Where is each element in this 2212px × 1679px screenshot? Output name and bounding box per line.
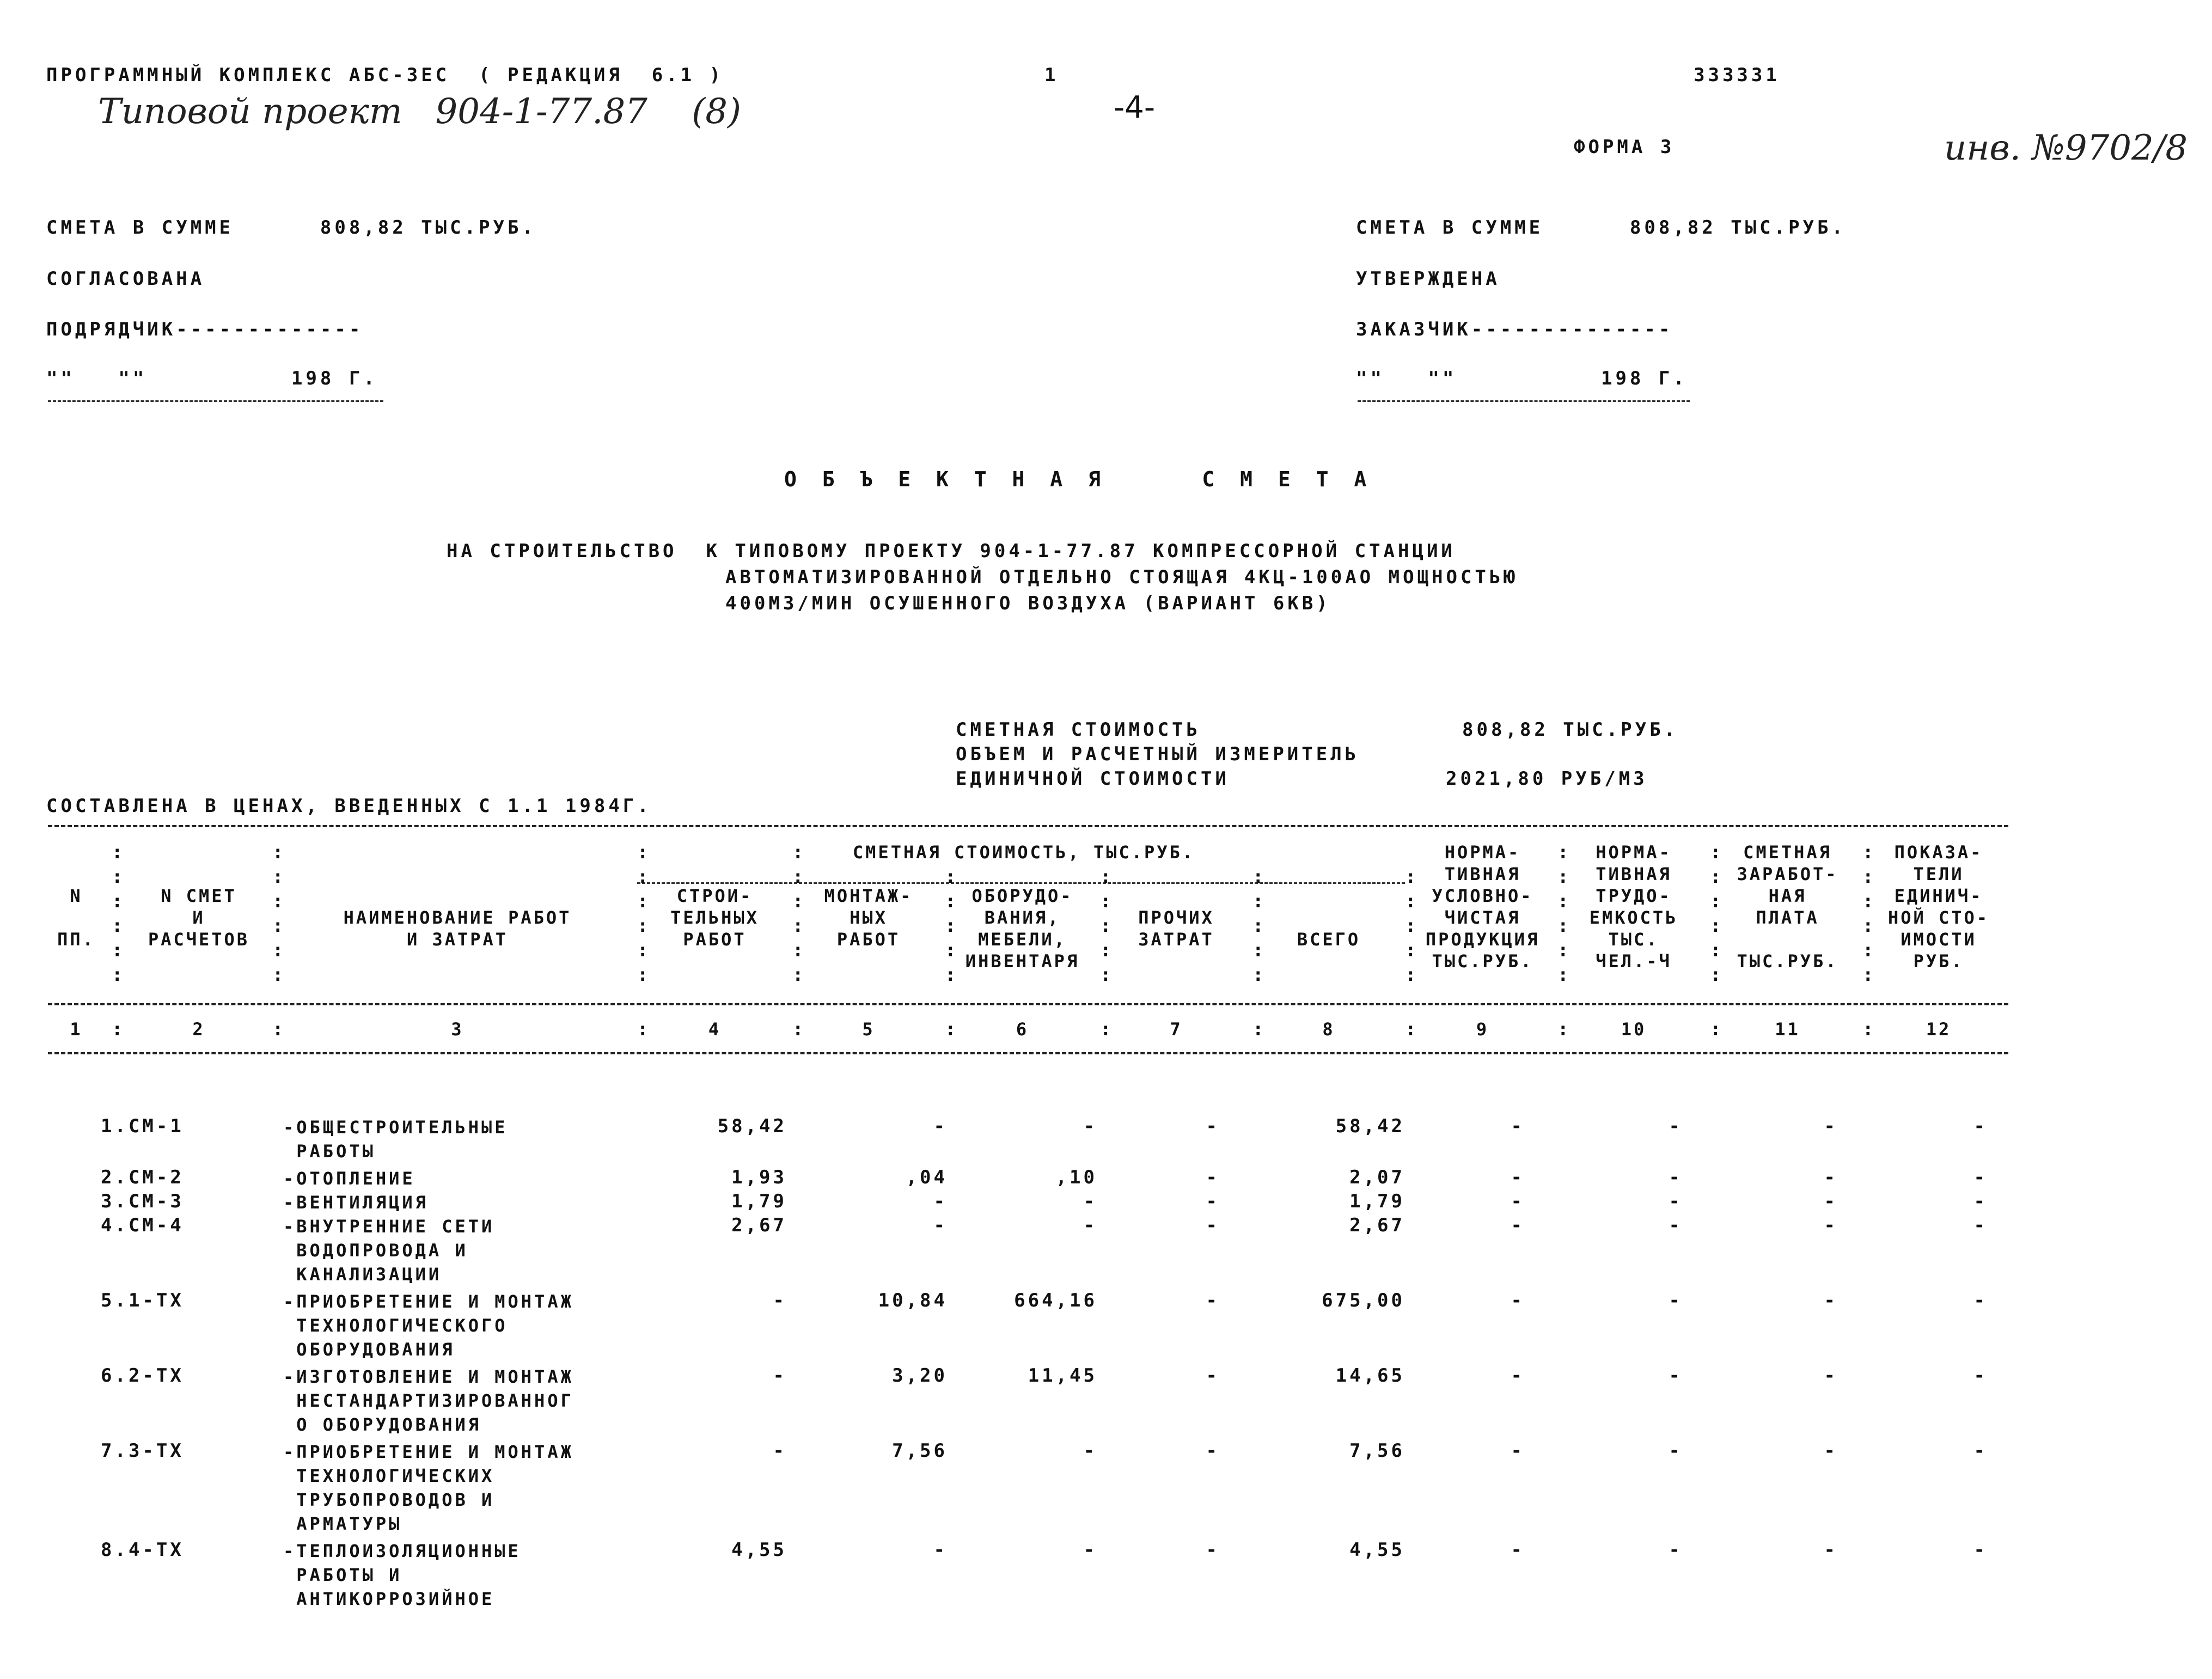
- column-separator: :: [112, 964, 123, 986]
- row-name: -ВНУТРЕННИЕ СЕТИ ВОДОПРОВОДА И КАНАЛИЗАЦИИ: [283, 1216, 495, 1285]
- header-bottom-border: [48, 1003, 2008, 1005]
- col-number-1: 1: [70, 1019, 83, 1040]
- column-separator: :: [1405, 915, 1416, 937]
- column-separator: :: [1557, 841, 1569, 863]
- column-separator: :: [637, 866, 649, 888]
- row-value-c7: -: [1206, 1365, 1220, 1387]
- col-number-8: 8: [1322, 1019, 1335, 1040]
- row-code: 7.3-ТХ: [101, 1440, 184, 1462]
- col-number-3: 3: [451, 1019, 464, 1040]
- row-value-c11: -: [1824, 1290, 1838, 1311]
- column-separator: :: [1862, 964, 1874, 986]
- row-code: 2.СМ-2: [101, 1167, 184, 1188]
- group-header: СМЕТНАЯ СТОИМОСТЬ, ТЫС.РУБ.: [852, 842, 1195, 863]
- row-value-c8: 14,65: [1335, 1365, 1405, 1387]
- row-value-c12: -: [1973, 1214, 1988, 1236]
- row-value-c11: -: [1824, 1539, 1838, 1561]
- row-value-c4: 2,67: [731, 1214, 787, 1236]
- col-header-12: ПОКАЗА- ТЕЛИ ЕДИНИЧ- НОЙ СТО- ИМОСТИ РУБ.: [1887, 842, 1990, 972]
- row-code: 6.2-ТХ: [101, 1365, 184, 1387]
- column-separator: :: [1405, 1018, 1416, 1040]
- column-separator: :: [1710, 890, 1721, 912]
- row-value-c7: -: [1206, 1440, 1220, 1462]
- row-value-c12: -: [1973, 1440, 1988, 1462]
- row-value-c6: -: [1083, 1115, 1097, 1137]
- row-value-c5: -: [933, 1539, 948, 1561]
- row-value-c9: -: [1511, 1365, 1525, 1387]
- column-separator: :: [945, 866, 956, 888]
- row-value-c6: -: [1083, 1214, 1097, 1236]
- col-number-5: 5: [862, 1019, 875, 1040]
- column-separator: :: [1710, 915, 1721, 937]
- row-value-c11: -: [1824, 1115, 1838, 1137]
- row-value-c8: 4,55: [1349, 1539, 1405, 1561]
- row-value-c11: -: [1824, 1365, 1838, 1387]
- column-separator: :: [112, 841, 123, 863]
- column-separator: :: [1710, 841, 1721, 863]
- row-value-c4: 1,93: [731, 1167, 787, 1188]
- page-number: 1: [1044, 64, 1059, 86]
- column-separator: :: [1862, 915, 1874, 937]
- column-separator: :: [792, 915, 804, 937]
- column-separator: :: [637, 939, 649, 961]
- row-value-c8: 58,42: [1335, 1115, 1405, 1137]
- column-separator: :: [792, 964, 804, 986]
- row-value-c6: -: [1083, 1440, 1097, 1462]
- row-value-c10: -: [1669, 1214, 1683, 1236]
- column-separator: :: [792, 866, 804, 888]
- row-name: -ТЕПЛОИЗОЛЯЦИОННЫЕ РАБОТЫ И АНТИКОРРОЗИЙНОЕ: [283, 1541, 521, 1609]
- unit-cost-label: ЕДИНИЧНОЙ СТОИМОСТИ: [956, 768, 1230, 790]
- row-value-c7: -: [1206, 1214, 1220, 1236]
- handwritten-project-number: Типовой проект 904-1-77.87 (8): [98, 91, 741, 132]
- column-separator: :: [1557, 866, 1569, 888]
- col-header-6: ОБОРУДО- ВАНИЯ, МЕБЕЛИ, ИНВЕНТАРЯ: [965, 886, 1080, 972]
- subtitle-line-1: НА СТРОИТЕЛЬСТВО К ТИПОВОМУ ПРОЕКТУ 904-1-77.87 КОМПРЕССОРНОЙ СТАНЦИИ: [447, 540, 1456, 562]
- column-separator: :: [112, 915, 123, 937]
- column-separator: :: [112, 866, 123, 888]
- row-value-c9: -: [1511, 1440, 1525, 1462]
- row-value-c7: -: [1206, 1115, 1220, 1137]
- col-number-10: 10: [1621, 1019, 1647, 1040]
- row-value-c5: ,04: [906, 1167, 948, 1188]
- right-date: "" "" 198 Г.: [1356, 368, 1688, 389]
- row-value-c10: -: [1669, 1440, 1683, 1462]
- row-value-c4: 58,42: [717, 1115, 787, 1137]
- column-separator: :: [945, 939, 956, 961]
- column-separator: :: [1405, 890, 1416, 912]
- row-value-c12: -: [1973, 1290, 1988, 1311]
- column-separator: :: [1557, 964, 1569, 986]
- column-separator: :: [1862, 939, 1874, 961]
- col-header-5: МОНТАЖ- НЫХ РАБОТ: [824, 886, 913, 950]
- column-separator: :: [1710, 939, 1721, 961]
- column-separator: :: [945, 964, 956, 986]
- column-separator: :: [792, 1018, 804, 1040]
- customer-line: ЗАКАЗЧИК--------------: [1356, 319, 1673, 340]
- column-separator: :: [112, 939, 123, 961]
- row-value-c9: -: [1511, 1115, 1525, 1137]
- row-value-c11: -: [1824, 1214, 1838, 1236]
- group-header-underline: [637, 882, 1405, 884]
- row-name: -ПРИОБРЕТЕНИЕ И МОНТАЖ ТЕХНОЛОГИЧЕСКИХ ТРУБОПРОВОДОВ И АРМАТУРЫ: [283, 1442, 574, 1534]
- column-separator: :: [792, 939, 804, 961]
- column-separator: :: [1252, 964, 1264, 986]
- row-value-c8: 675,00: [1322, 1290, 1405, 1311]
- row-value-c7: -: [1206, 1167, 1220, 1188]
- row-value-c11: -: [1824, 1440, 1838, 1462]
- column-separator: :: [1252, 866, 1264, 888]
- col-header-7: ПРОЧИХ ЗАТРАТ: [1138, 907, 1214, 950]
- column-separator: :: [1557, 939, 1569, 961]
- column-separator: :: [1557, 915, 1569, 937]
- column-separator: :: [1557, 890, 1569, 912]
- column-separator: :: [637, 890, 649, 912]
- document-code: 333331: [1694, 64, 1780, 86]
- row-value-c12: -: [1973, 1115, 1988, 1137]
- column-separator: :: [1100, 866, 1111, 888]
- row-value-c8: 2,07: [1349, 1167, 1405, 1188]
- column-separator: :: [1557, 1018, 1569, 1040]
- col-number-4: 4: [708, 1019, 722, 1040]
- column-separator: :: [272, 1018, 284, 1040]
- column-separator: :: [1252, 915, 1264, 937]
- row-value-c4: -: [773, 1290, 787, 1311]
- row-value-c10: -: [1669, 1290, 1683, 1311]
- row-value-c4: -: [773, 1440, 787, 1462]
- column-separator: :: [272, 939, 284, 961]
- program-header: ПРОГРАММНЫЙ КОМПЛЕКС АБС-ЗЕС ( РЕДАКЦИЯ 6.1 ): [46, 64, 724, 86]
- subtitle-line-2: АВТОМАТИЗИРОВАННОЙ ОТДЕЛЬНО СТОЯЩАЯ 4КЦ-100АО МОЩНОСТЬЮ: [725, 566, 1518, 588]
- col-header-9: НОРМА- ТИВНАЯ УСЛОВНО- ЧИСТАЯ ПРОДУКЦИЯ ТЫС.РУБ.: [1425, 842, 1540, 972]
- table-top-border: [48, 825, 2008, 827]
- row-value-c12: -: [1973, 1365, 1988, 1387]
- agreed-label: СОГЛАСОВАНА: [46, 268, 205, 290]
- column-separator: :: [637, 964, 649, 986]
- row-value-c5: -: [933, 1115, 948, 1137]
- left-sum: СМЕТА В СУММЕ 808,82 ТЫС.РУБ.: [46, 217, 536, 239]
- approved-label: УТВЕРЖДЕНА: [1356, 268, 1500, 290]
- estimated-cost-label: СМЕТНАЯ СТОИМОСТЬ: [956, 719, 1201, 741]
- row-value-c12: -: [1973, 1167, 1988, 1188]
- column-separator: :: [637, 841, 649, 863]
- col-header-8: ВСЕГО: [1297, 929, 1361, 950]
- column-separator: :: [1252, 890, 1264, 912]
- row-value-c5: -: [933, 1190, 948, 1212]
- row-code: 5.1-ТХ: [101, 1290, 184, 1311]
- row-name: -ОТОПЛЕНИЕ: [283, 1168, 415, 1189]
- row-name: -ВЕНТИЛЯЦИЯ: [283, 1192, 429, 1213]
- col-number-2: 2: [192, 1019, 205, 1040]
- contractor-line: ПОДРЯДЧИК-------------: [46, 319, 364, 340]
- row-value-c8: 2,67: [1349, 1214, 1405, 1236]
- row-value-c9: -: [1511, 1190, 1525, 1212]
- row-value-c10: -: [1669, 1539, 1683, 1561]
- row-value-c10: -: [1669, 1190, 1683, 1212]
- row-value-c5: 10,84: [878, 1290, 948, 1311]
- col-header-3: НАИМЕНОВАНИЕ РАБОТ И ЗАТРАТ: [343, 907, 572, 950]
- row-value-c8: 7,56: [1349, 1440, 1405, 1462]
- column-separator: :: [272, 964, 284, 986]
- column-separator: :: [272, 841, 284, 863]
- row-value-c9: -: [1511, 1539, 1525, 1561]
- row-value-c7: -: [1206, 1190, 1220, 1212]
- col-number-9: 9: [1476, 1019, 1489, 1040]
- col-number-11: 11: [1775, 1019, 1800, 1040]
- col-number-12: 12: [1926, 1019, 1952, 1040]
- column-numbers-border: [48, 1052, 2008, 1054]
- column-separator: :: [272, 915, 284, 937]
- column-separator: :: [272, 890, 284, 912]
- column-separator: :: [272, 866, 284, 888]
- estimated-cost-value: 808,82 ТЫС.РУБ.: [1462, 719, 1679, 741]
- row-code: 1.СМ-1: [101, 1115, 184, 1137]
- column-separator: :: [1862, 866, 1874, 888]
- right-sum: СМЕТА В СУММЕ 808,82 ТЫС.РУБ.: [1356, 217, 1846, 239]
- col-number-7: 7: [1170, 1019, 1183, 1040]
- column-separator: :: [1100, 939, 1111, 961]
- column-separator: :: [1100, 915, 1111, 937]
- column-separator: :: [1710, 866, 1721, 888]
- column-separator: :: [637, 1018, 649, 1040]
- column-separator: :: [792, 841, 804, 863]
- row-value-c11: -: [1824, 1167, 1838, 1188]
- right-signature-line: [1358, 400, 1690, 402]
- row-value-c4: 1,79: [731, 1190, 787, 1212]
- column-separator: :: [945, 1018, 956, 1040]
- col-header-4: СТРОИ- ТЕЛЬНЫХ РАБОТ: [670, 886, 759, 950]
- row-value-c5: 7,56: [892, 1440, 948, 1462]
- row-value-c5: 3,20: [892, 1365, 948, 1387]
- column-separator: :: [1862, 1018, 1874, 1040]
- column-separator: :: [1862, 890, 1874, 912]
- row-code: 8.4-ТХ: [101, 1539, 184, 1561]
- row-value-c6: -: [1083, 1539, 1097, 1561]
- column-separator: :: [945, 915, 956, 937]
- row-value-c8: 1,79: [1349, 1190, 1405, 1212]
- volume-meter-label: ОБЪЕМ И РАСЧЕТНЫЙ ИЗМЕРИТЕЛЬ: [956, 743, 1360, 765]
- column-separator: :: [1405, 939, 1416, 961]
- column-separator: :: [637, 915, 649, 937]
- unit-cost-value: 2021,80 РУБ/М3: [1446, 768, 1648, 790]
- row-value-c9: -: [1511, 1290, 1525, 1311]
- column-separator: :: [1862, 841, 1874, 863]
- row-value-c7: -: [1206, 1539, 1220, 1561]
- column-separator: :: [1252, 1018, 1264, 1040]
- prices-note: СОСТАВЛЕНА В ЦЕНАХ, ВВЕДЕННЫХ С 1.1 1984Г.: [46, 795, 652, 817]
- row-value-c4: -: [773, 1365, 787, 1387]
- column-separator: :: [1252, 939, 1264, 961]
- form-label: ФОРМА 3: [1574, 136, 1675, 158]
- row-code: 3.СМ-3: [101, 1190, 184, 1212]
- row-value-c12: -: [1973, 1190, 1988, 1212]
- column-separator: :: [1710, 964, 1721, 986]
- column-separator: :: [945, 890, 956, 912]
- column-separator: :: [112, 890, 123, 912]
- row-value-c6: 664,16: [1014, 1290, 1097, 1311]
- column-separator: :: [1100, 964, 1111, 986]
- row-value-c10: -: [1669, 1115, 1683, 1137]
- col-header-2: N СМЕТ И РАСЧЕТОВ: [148, 886, 250, 950]
- row-value-c4: 4,55: [731, 1539, 787, 1561]
- row-value-c6: 11,45: [1028, 1365, 1097, 1387]
- row-value-c9: -: [1511, 1167, 1525, 1188]
- handwritten-inventory-number: инв. №9702/8: [1944, 128, 2188, 168]
- row-value-c12: -: [1973, 1539, 1988, 1561]
- row-value-c5: -: [933, 1214, 948, 1236]
- column-separator: :: [1100, 890, 1111, 912]
- column-separator: :: [1100, 1018, 1111, 1040]
- row-value-c10: -: [1669, 1365, 1683, 1387]
- col-header-11: СМЕТНАЯ ЗАРАБОТ- НАЯ ПЛАТА ТЫС.РУБ.: [1737, 842, 1838, 972]
- left-signature-line: [48, 400, 383, 402]
- column-separator: :: [1405, 964, 1416, 986]
- col-header-10: НОРМА- ТИВНАЯ ТРУДО- ЕМКОСТЬ ТЫС. ЧЕЛ.-Ч: [1589, 842, 1678, 972]
- column-separator: :: [1710, 1018, 1721, 1040]
- row-name: -ПРИОБРЕТЕНИЕ И МОНТАЖ ТЕХНОЛОГИЧЕСКОГО ОБОРУДОВАНИЯ: [283, 1291, 574, 1360]
- row-value-c6: -: [1083, 1190, 1097, 1212]
- col-header-1: N ПП.: [57, 886, 95, 950]
- column-separator: :: [1405, 866, 1416, 888]
- column-separator: :: [112, 1018, 123, 1040]
- row-name: -ОБЩЕСТРОИТЕЛЬНЫЕ РАБОТЫ: [283, 1117, 508, 1162]
- row-code: 4.СМ-4: [101, 1214, 184, 1236]
- document-title: О Б Ъ Е К Т Н А Я С М Е Т А: [784, 467, 1373, 491]
- row-value-c11: -: [1824, 1190, 1838, 1212]
- row-value-c6: ,10: [1055, 1167, 1097, 1188]
- row-value-c10: -: [1669, 1167, 1683, 1188]
- left-date: "" "" 198 Г.: [46, 368, 378, 389]
- page-mark: -4-: [1114, 90, 1156, 125]
- column-separator: :: [792, 890, 804, 912]
- row-name: -ИЗГОТОВЛЕНИЕ И МОНТАЖ НЕСТАНДАРТИЗИРОВАННОГ О ОБОРУДОВАНИЯ: [283, 1366, 574, 1435]
- row-value-c9: -: [1511, 1214, 1525, 1236]
- col-number-6: 6: [1016, 1019, 1029, 1040]
- subtitle-line-3: 400М3/МИН ОСУШЕННОГО ВОЗДУХА (ВАРИАНТ 6КВ): [725, 593, 1331, 614]
- row-value-c7: -: [1206, 1290, 1220, 1311]
